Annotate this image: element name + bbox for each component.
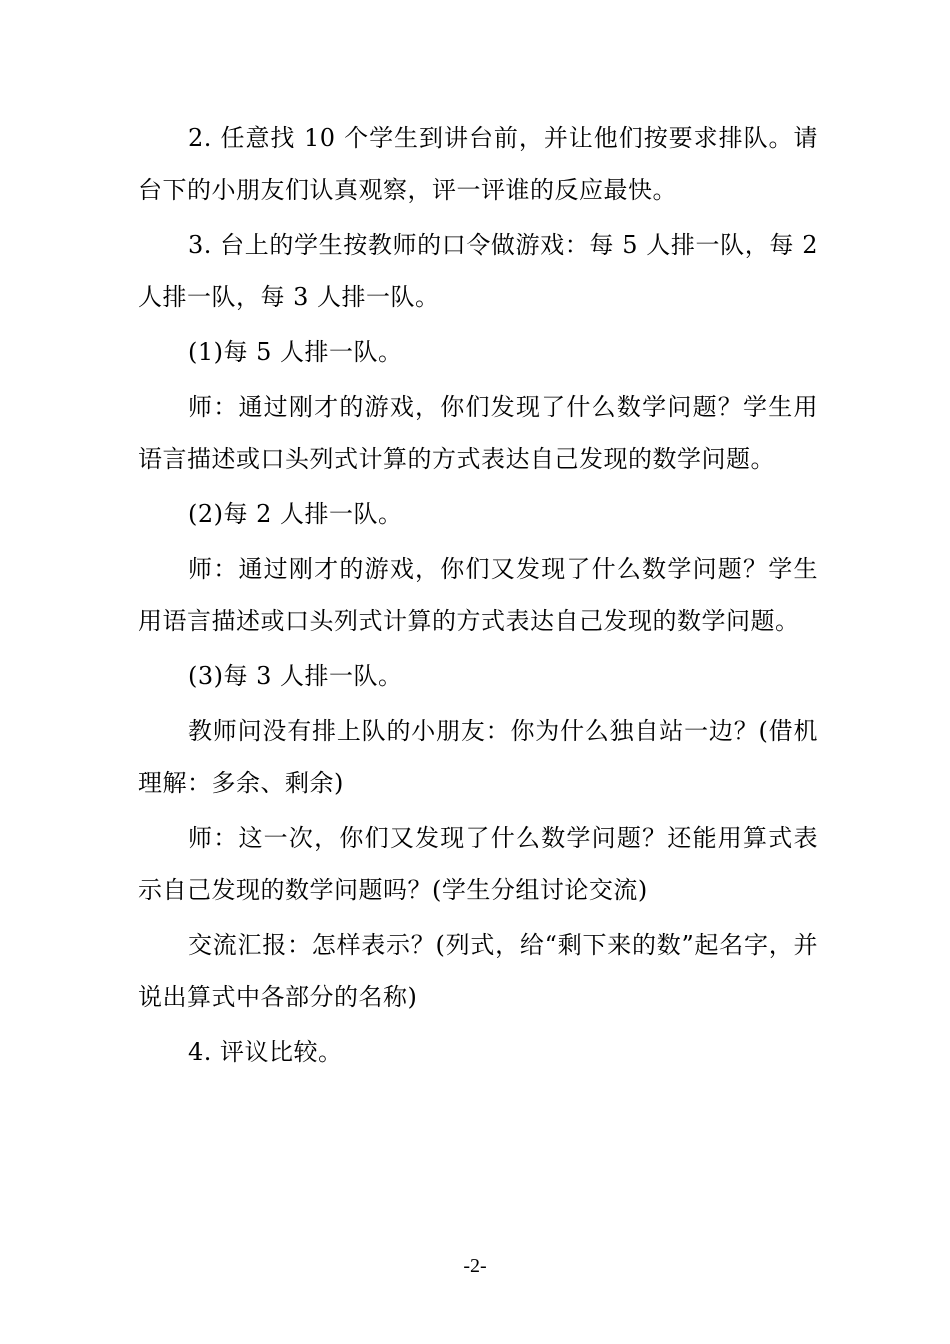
paragraph-sub-1: (1)每 5 人排一队。	[188, 338, 403, 366]
paragraph-teacher-question-1: 师：通过刚才的游戏，你们发现了什么数学问题？学生用语言描述或口头列式计算的方式表达自己发现的数学问题。	[138, 393, 818, 473]
paragraph-step-3: 3. 台上的学生按教师的口令做游戏：每 5 人排一队，每 2 人排一队，每 3 人排一队。	[138, 231, 818, 311]
paragraph-teacher-question-2: 师：通过刚才的游戏，你们又发现了什么数学问题？学生用语言描述或口头列式计算的方式表达自己发现的数学问题。	[138, 555, 818, 635]
paragraph-report: 交流汇报：怎样表示？(列式，给“剩下来的数”起名字，并说出算式中各部分的名称)	[138, 931, 818, 1011]
page-number: -2-	[463, 1255, 487, 1277]
paragraph-teacher-asks-student: 教师问没有排上队的小朋友：你为什么独自站一边？(借机理解：多余、剩余)	[138, 717, 818, 797]
paragraph-sub-3: (3)每 3 人排一队。	[188, 662, 403, 690]
paragraph-sub-2: (2)每 2 人排一队。	[188, 500, 403, 528]
paragraph-teacher-question-3: 师：这一次，你们又发现了什么数学问题？还能用算式表示自己发现的数学问题吗？(学生分组讨论交流)	[138, 824, 818, 904]
paragraph-step-2: 2. 任意找 10 个学生到讲台前，并让他们按要求排队。请台下的小朋友们认真观察，评一评谁的反应最快。	[138, 124, 818, 204]
paragraph-step-4: 4. 评议比较。	[188, 1038, 343, 1066]
document-body	[138, 112, 818, 1081]
